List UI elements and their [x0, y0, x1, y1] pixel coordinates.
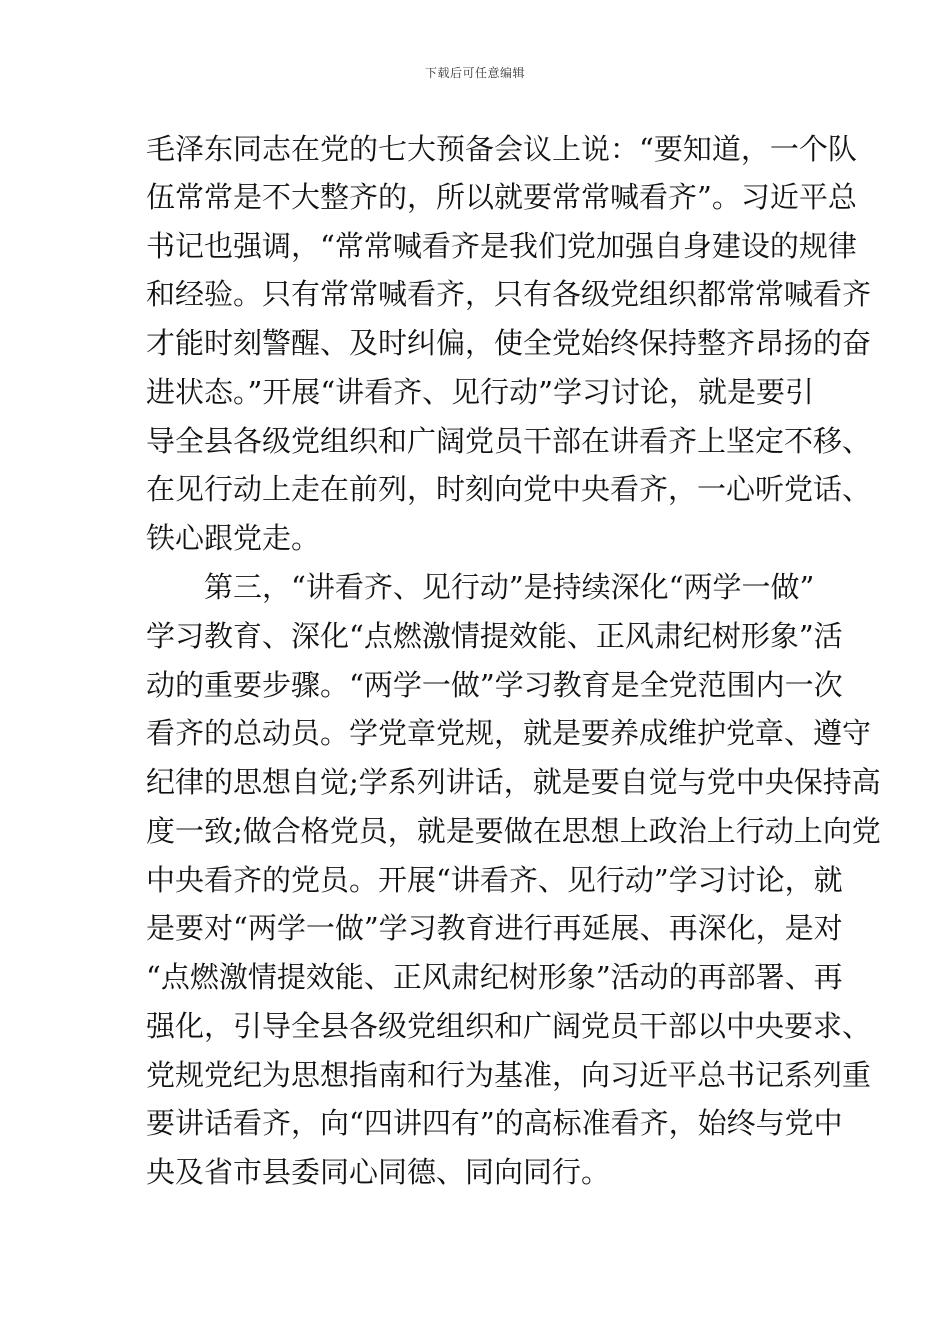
text-line: 伍常常是不大整齐的，所以就要常常喊看齐”。习近平总 — [146, 180, 857, 214]
text-line: 在见行动上走在前列，时刻向党中央看齐，一心听党话、 — [146, 472, 872, 506]
paragraph-first-line: 第三，“讲看齐、见行动”是持续深化“两学一做” — [204, 570, 815, 604]
text-line: 毛泽东同志在党的七大预备会议上说：“要知道，一个队 — [146, 132, 857, 166]
text-line: “点燃激情提效能、正风肃纪树形象”活动的再部署、再 — [146, 960, 843, 994]
text-line: 度一致;做合格党员，就是要做在思想上政治上行动上向党 — [146, 814, 881, 848]
text-line: 导全县各级党组织和广阔党员干部在讲看齐上坚定不移、 — [146, 424, 872, 458]
text-line: 铁心跟党走。 — [146, 521, 321, 555]
text-line: 央及省市县委同心同德、同向同行。 — [146, 1155, 611, 1189]
download-note: 下载后可任意编辑 — [424, 66, 525, 80]
text-line: 书记也强调，“常常喊看齐是我们党加强自身建设的规律 — [146, 229, 857, 263]
text-line: 进状态。”开展“讲看齐、见行动”学习讨论，就是要引 — [146, 375, 814, 409]
text-line: 才能时刻警醒、及时纠偏，使全党始终保持整齐昂扬的奋 — [146, 326, 872, 360]
text-line: 强化，引导全县各级党组织和广阔党员干部以中央要求、 — [146, 1009, 872, 1043]
text-line: 和经验。只有常常喊看齐，只有各级党组织都常常喊看齐 — [146, 277, 872, 311]
text-line: 学习教育、深化“点燃激情提效能、正风肃纪树形象”活 — [146, 619, 843, 653]
text-line: 是要对“两学一做”学习教育进行再延展、再深化，是对 — [146, 911, 843, 945]
text-line: 纪律的思想自觉;学系列讲话，就是要自觉与党中央保持高 — [146, 765, 881, 799]
text-line: 要讲话看齐，向“四讲四有”的高标准看齐，始终与党中 — [146, 1106, 843, 1140]
text-line: 动的重要步骤。“两学一做”学习教育是全党范围内一次 — [146, 668, 843, 702]
text-line: 中央看齐的党员。开展“讲看齐、见行动”学习讨论，就 — [146, 863, 843, 897]
text-line: 党规党纪为思想指南和行为基准，向习近平总书记系列重 — [146, 1058, 872, 1092]
text-line: 看齐的总动员。学党章党规，就是要养成维护党章、遵守 — [146, 716, 872, 750]
